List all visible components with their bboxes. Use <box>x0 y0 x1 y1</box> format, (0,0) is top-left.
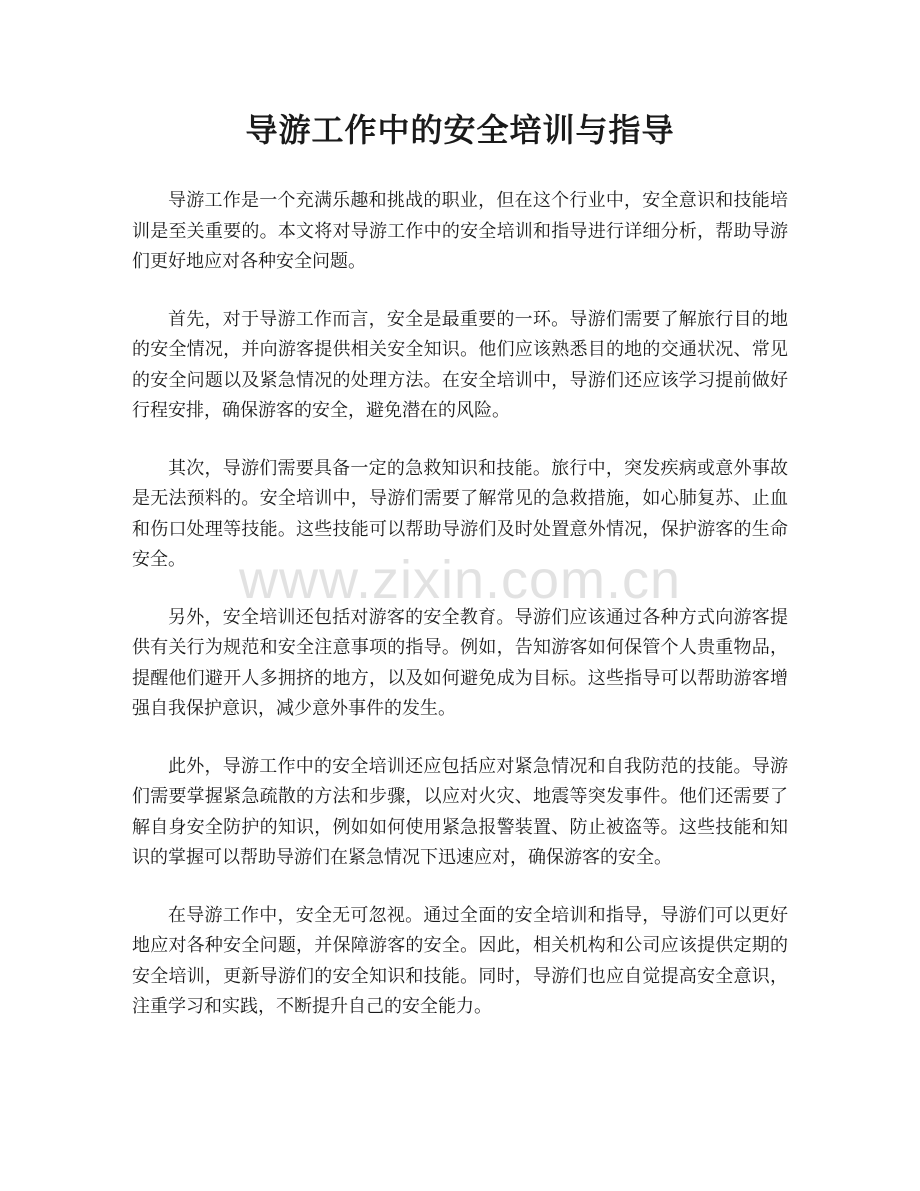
paragraph-6: 在导游工作中，安全无可忽视。通过全面的安全培训和指导，导游们可以更好地应对各种安全问题，并保障游客的安全。因此，相关机构和公司应该提供定期的安全培训，更新导游们的安全知识和技能。同时，导游们也应自觉提高安全意识，注重学习和实践，不断提升自己的安全能力。 <box>132 904 788 1017</box>
document-body <box>132 186 788 1050</box>
paragraph-2: 首先，对于导游工作而言，安全是最重要的一环。导游们需要了解旅行目的地的安全情况，并向游客提供相关安全知识。他们应该熟悉目的地的交通状况、常见的安全问题以及紧急情况的处理方法。在安全培训中，导游们还应该学习提前做好行程安排，确保游客的安全，避免潜在的风险。 <box>132 308 788 421</box>
paragraph-5: 此外，导游工作中的安全培训还应包括应对紧急情况和自我防范的技能。导游们需要掌握紧急疏散的方法和步骤，以应对火灾、地震等突发事件。他们还需要了解自身安全防护的知识，例如如何使用紧急报警装置、防止被盗等。这些技能和知识的掌握可以帮助导游们在紧急情况下迅速应对，确保游客的安全。 <box>132 755 788 868</box>
paragraph-3: 其次，导游们需要具备一定的急救知识和技能。旅行中，突发疾病或意外事故是无法预料的。安全培训中，导游们需要了解常见的急救措施，如心肺复苏、止血和伤口处理等技能。这些技能可以帮助导游们及时处置意外情况，保护游客的生命安全。 <box>132 457 788 570</box>
paragraph-1: 导游工作是一个充满乐趣和挑战的职业，但在这个行业中，安全意识和技能培训是至关重要的。本文将对导游工作中的安全培训和指导进行详细分析，帮助导游们更好地应对各种安全问题。 <box>132 190 788 272</box>
paragraph-4: 另外，安全培训还包括对游客的安全教育。导游们应该通过各种方式向游客提供有关行为规范和安全注意事项的指导。例如，告知游客如何保管个人贵重物品，提醒他们避开人多拥挤的地方，以及如何避免成为目标。这些指导可以帮助游客增强自我保护意识，减少意外事件的发生。 <box>132 606 788 719</box>
document-title: 导游工作中的安全培训与指导 <box>245 111 675 149</box>
watermark: www.zixin.com.cn <box>238 550 682 610</box>
